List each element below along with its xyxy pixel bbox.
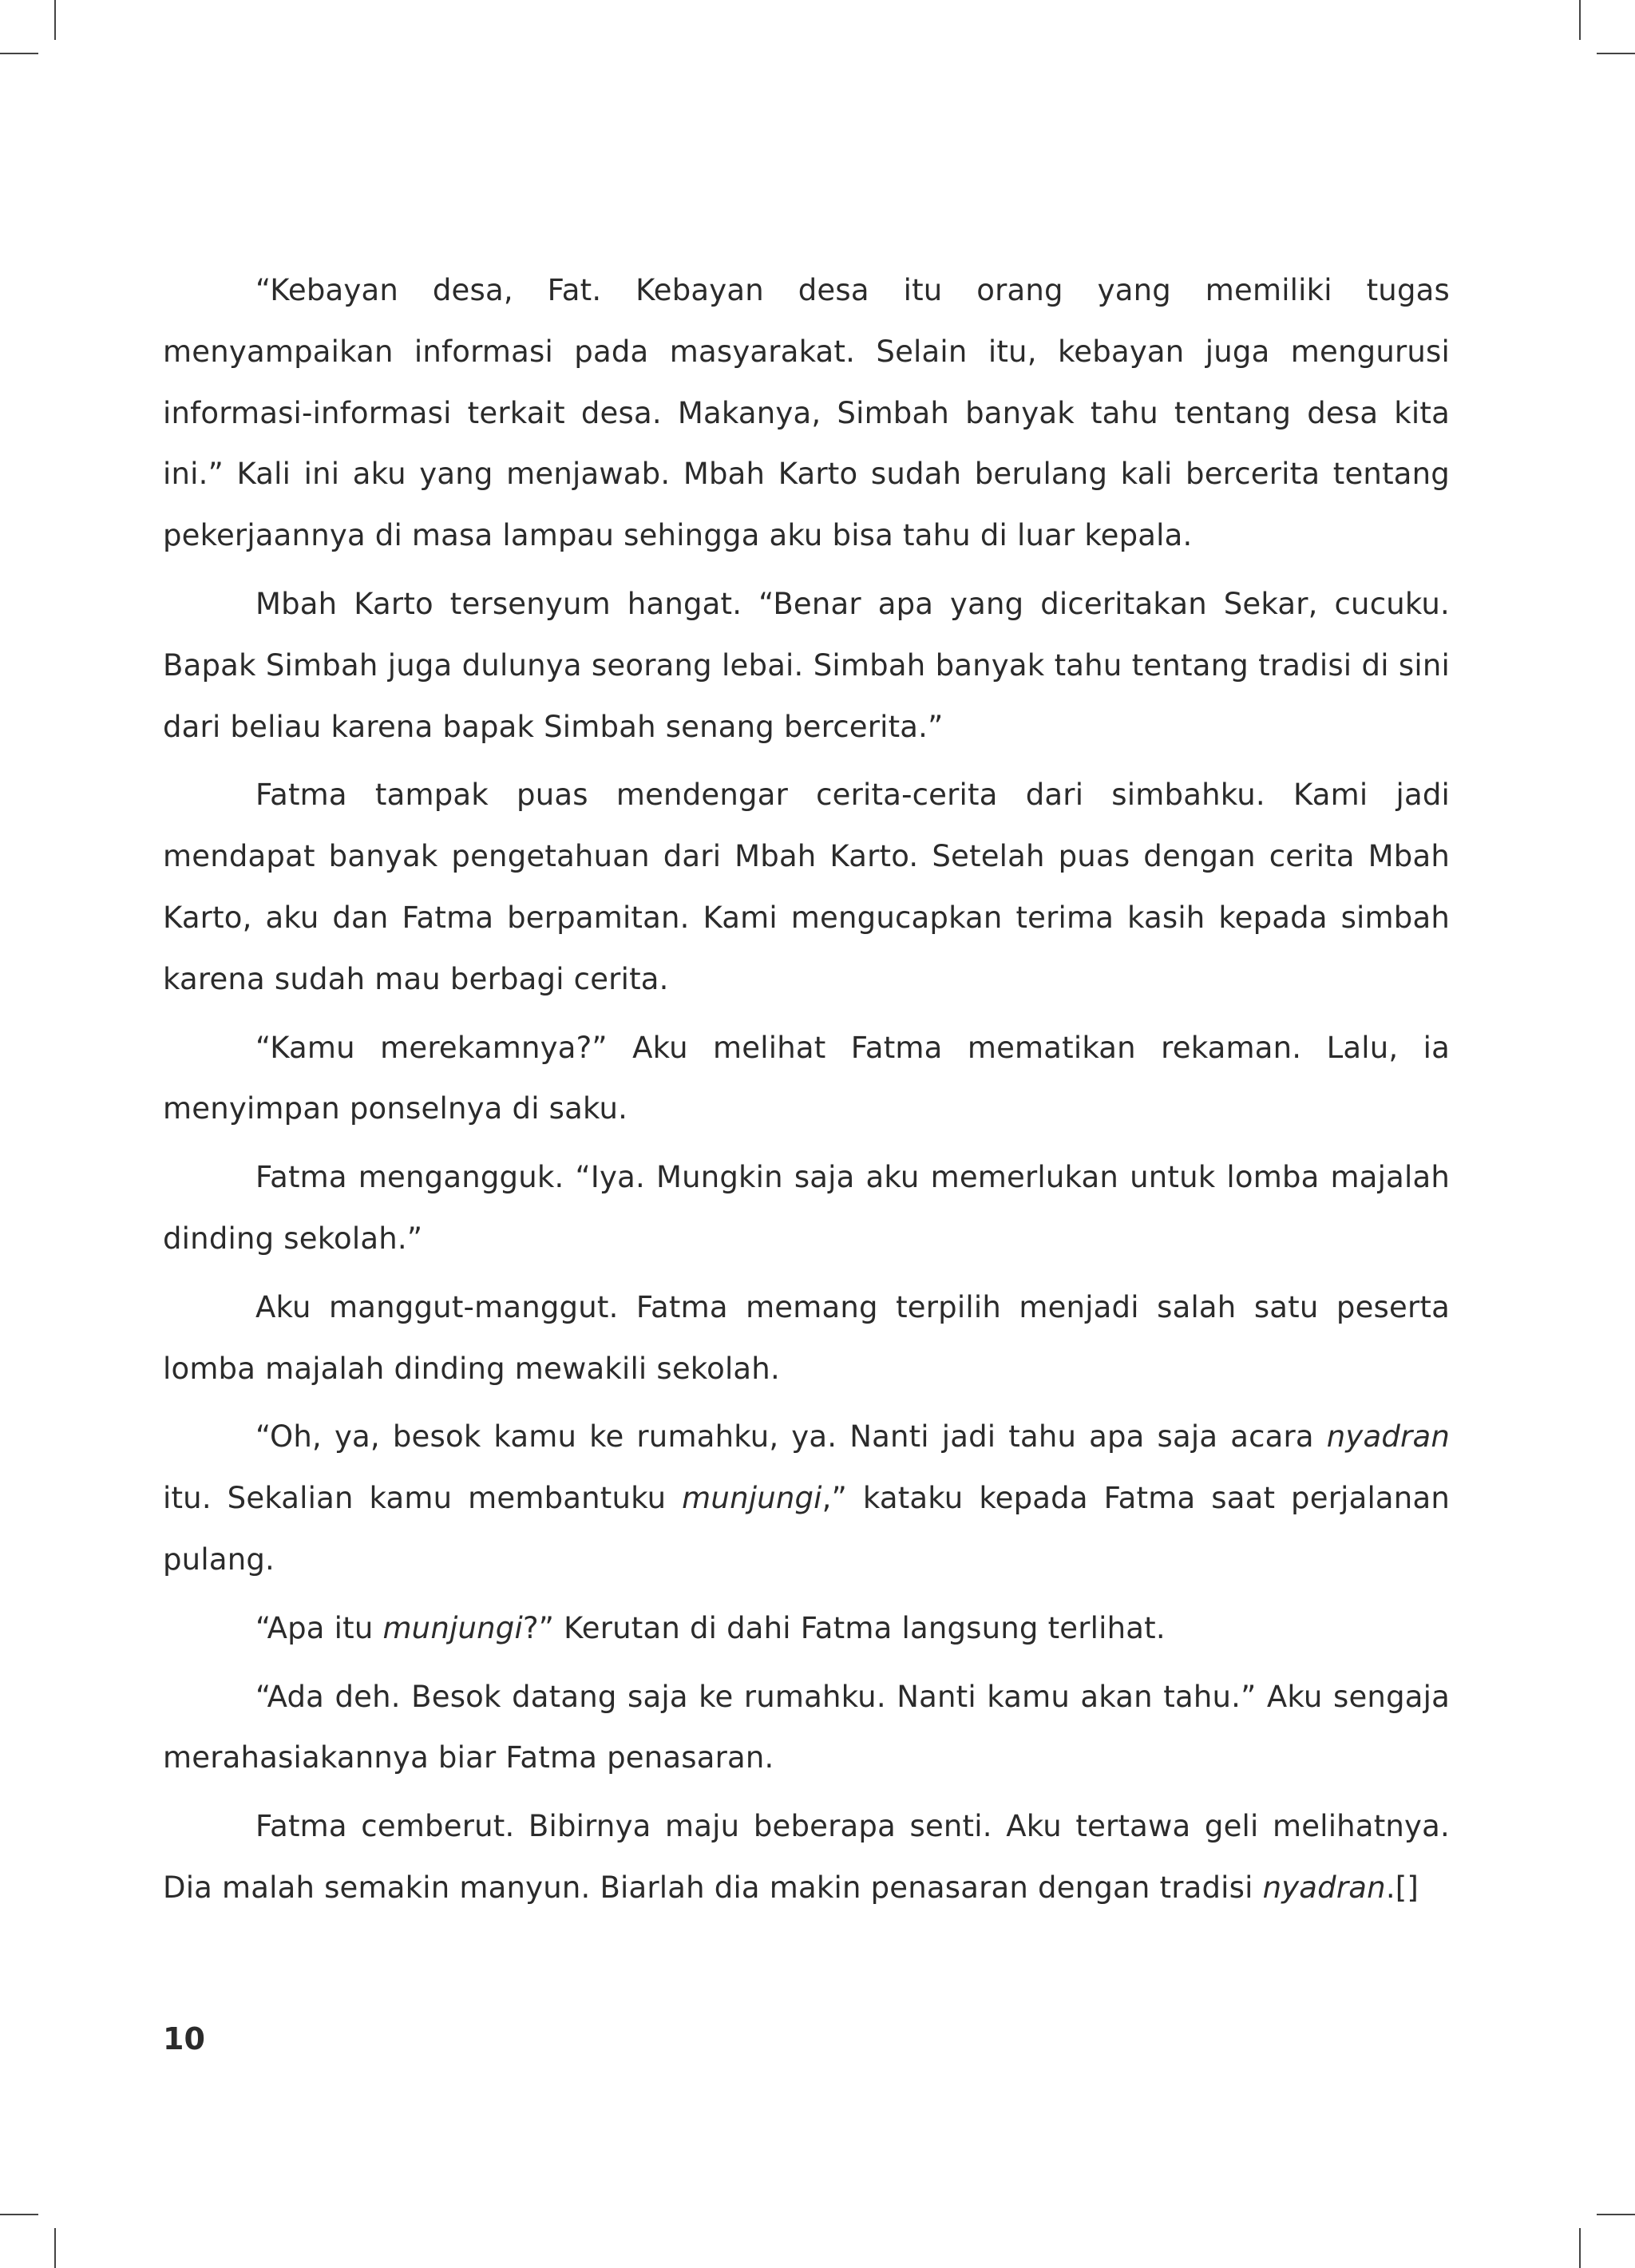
crop-mark-bottom-left (54, 2228, 56, 2268)
text-run: “Apa itu (255, 1610, 383, 1645)
text-run: Aku manggut-manggut. Fatma memang terpilih menjadi salah satu peserta lomba majalah dinding mewakili sekolah. (163, 1289, 1450, 1386)
paragraph (163, 574, 1450, 758)
text-run: .[] (1385, 1870, 1419, 1905)
italic-term: nyadran (1262, 1870, 1386, 1905)
text-run: Fatma tampak puas mendengar cerita-cerita dari simbahku. Kami jadi mendapat banyak pengetahuan dari Mbah Karto. Setelah puas dengan cerita Mbah Karto, aku dan Fatma berpamitan. Kami mengucapkan terima kasih kepada simbah karena sudah mau berbagi cerita. (163, 778, 1450, 996)
text-run: ?” Kerutan di dahi Fatma langsung terlihat. (522, 1610, 1166, 1645)
crop-mark-top-right (1597, 53, 1635, 54)
paragraph (163, 1598, 1450, 1660)
crop-mark-bottom-right (1579, 2228, 1581, 2268)
crop-mark-top-left (54, 0, 56, 40)
italic-term: munjungi (382, 1610, 523, 1645)
italic-term: nyadran (1326, 1419, 1450, 1455)
text-run: Fatma cemberut. Bibirnya maju beberapa senti. Aku tertawa geli melihatnya. Dia malah semakin manyun. Biarlah dia makin penasaran dengan tradisi (163, 1809, 1450, 1905)
paragraph (163, 1018, 1450, 1141)
text-run: “Ada deh. Besok datang saja ke rumahku. Nanti kamu akan tahu.” Aku sengaja merahasiakannya biar Fatma penasaran. (163, 1679, 1450, 1775)
text-run: Fatma mengangguk. “Iya. Mungkin saja aku memerlukan untuk lomba majalah dinding sekolah.” (163, 1160, 1450, 1256)
paragraph (163, 1147, 1450, 1270)
text-run: “Oh, ya, besok kamu ke rumahku, ya. Nanti jadi tahu apa saja acara (255, 1419, 1327, 1455)
paragraph (163, 1407, 1450, 1590)
text-run: itu. Sekalian kamu membantuku (163, 1481, 683, 1516)
paragraph (163, 260, 1450, 567)
paragraph (163, 765, 1450, 1010)
crop-mark-bottom-left (0, 2214, 38, 2215)
text-run: Mbah Karto tersenyum hangat. “Benar apa yang diceritakan Sekar, cucuku. Bapak Simbah juga dulunya seorang lebai. Simbah banyak tahu tentang tradisi di sini dari beliau karena bapak Simbah senang bercerita.” (163, 586, 1450, 744)
text-run: “Kebayan desa, Fat. Kebayan desa itu orang yang memiliki tugas menyampaikan informasi pada masyarakat. Selain itu, kebayan juga mengurusi informasi-informasi terkait desa. Makanya, Simbah banyak tahu tentang desa kita ini.” Kali ini aku yang menjawab. Mbah Karto sudah berulang kali bercerita tentang pekerjaannya di masa lampau sehingga aku bisa tahu di luar kepala. (163, 273, 1450, 553)
text-run: ,” kataku kepada Fatma saat perjalanan pulang. (163, 1481, 1450, 1577)
text-run: “Kamu merekamnya?” Aku melihat Fatma mematikan rekaman. Lalu, ia menyimpan ponselnya di saku. (163, 1030, 1450, 1126)
crop-mark-top-right (1579, 0, 1581, 40)
page-number: 10 (163, 2021, 205, 2056)
paragraph (163, 1667, 1450, 1790)
crop-mark-bottom-right (1597, 2214, 1635, 2215)
crop-mark-top-left (0, 53, 38, 54)
paragraph (163, 1796, 1450, 1919)
italic-term: munjungi (682, 1481, 822, 1516)
paragraph (163, 1277, 1450, 1400)
body-text (163, 260, 1450, 1919)
